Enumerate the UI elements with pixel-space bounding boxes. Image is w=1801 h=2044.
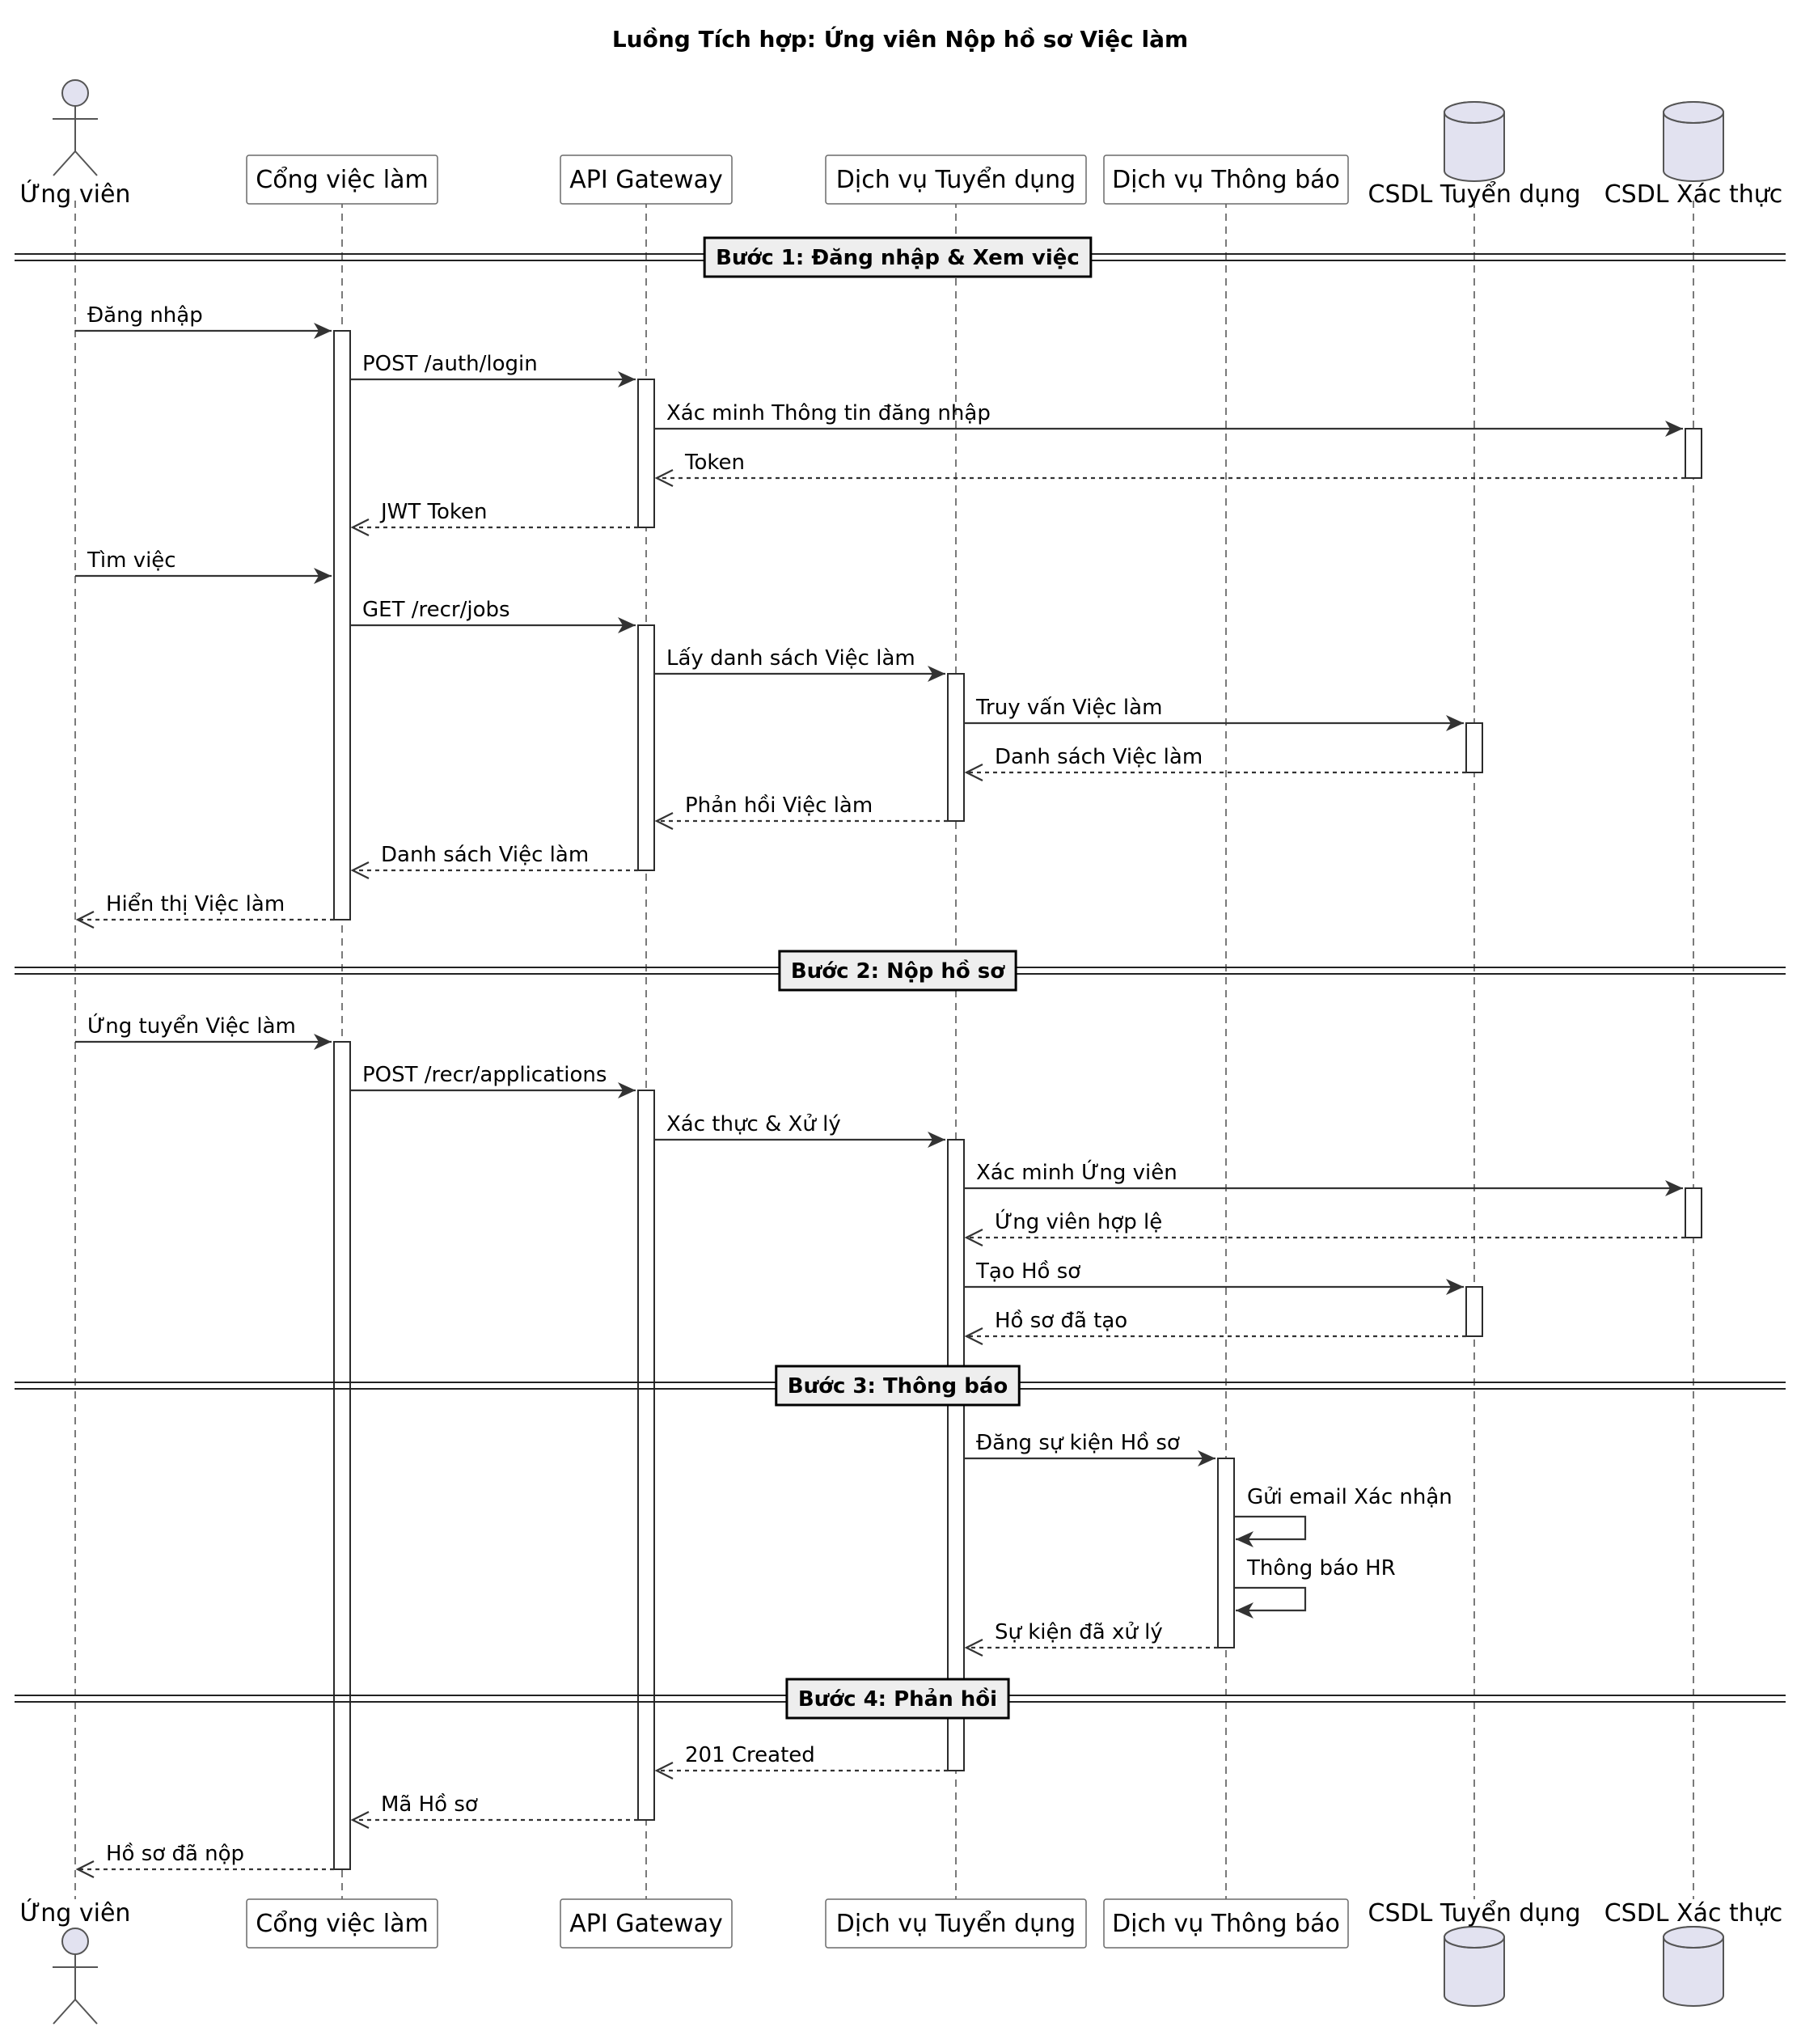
participant-header-gateway [560,155,732,204]
actor-leg-left [53,151,75,176]
message-label: Tìm việc [87,548,176,573]
participant-header-recruit_db [1368,102,1581,209]
message-label: Gửi email Xác nhận [1247,1485,1452,1509]
actor-head [62,80,88,106]
message-27 [966,1620,1218,1656]
lifelines [75,201,1693,1899]
message-label: Xác thực & Xử lý [666,1112,841,1136]
participant-header-recruit_svc [826,155,1086,204]
message-29 [657,1743,948,1779]
participant-label: Cổng việc làm [256,166,429,194]
participant-header-notify_svc [1104,155,1348,204]
message-label: GET /recr/jobs [362,598,510,622]
participant-header-portal [247,155,438,204]
message-19 [964,1159,1683,1196]
message-17 [350,1063,636,1098]
message-30 [353,1792,638,1828]
message-label: Đăng sự kiện Hồ sơ [976,1431,1180,1455]
messages [15,238,1786,1877]
activation-bar-recruit_svc [948,674,964,821]
phase-divider [15,1679,1786,1718]
participant-footer-notify_svc [1104,1899,1348,1948]
message-4 [654,401,1683,437]
phase-divider [15,1366,1786,1405]
divider-label: Bước 4: Phản hồi [797,1687,998,1712]
message-10 [964,696,1464,731]
message-24 [964,1431,1215,1466]
message-label: Xác minh Thông tin đăng nhập [666,401,991,425]
phase-divider [15,951,1786,990]
actor-head [62,1928,88,1954]
message-11 [966,745,1466,781]
message-label: Tạo Hồ sơ [976,1259,1081,1284]
participant-label: Dịch vụ Tuyển dụng [835,166,1076,194]
diagram-title: Luồng Tích hợp: Ứng viên Nộp hồ sơ Việc làm [611,26,1189,53]
activation-bar-recruit_db [1466,723,1482,772]
message-8 [350,598,636,633]
message-label: Token [685,451,745,475]
participant-label: Dịch vụ Thông báo [1112,166,1340,194]
actor-leg-left [53,2000,75,2024]
participant-label: CSDL Tuyển dụng [1368,1899,1581,1928]
message-label: Lấy danh sách Việc làm [666,646,915,671]
participant-footer-recruit_svc [826,1899,1086,1948]
message-7 [75,548,332,584]
message-16 [75,1013,332,1050]
message-label: 201 Created [685,1743,815,1767]
message-12 [657,793,948,829]
participant-label: API Gateway [569,166,723,194]
message-21 [964,1259,1464,1295]
participant-label: CSDL Tuyển dụng [1368,180,1581,209]
message-label: Hiển thị Việc làm [106,892,285,916]
phase-divider [15,238,1786,277]
message-label: Hồ sơ đã nộp [106,1842,245,1866]
activation-bar-gateway [638,625,654,870]
message-label: Sự kiện đã xử lý [995,1620,1163,1644]
message-5 [657,451,1685,486]
message-3 [350,352,636,387]
actor-leg-right [75,151,97,176]
message-label: Đăng nhập [87,303,203,328]
participant-label: Dịch vụ Tuyển dụng [835,1910,1076,1938]
message-label: Phản hồi Việc làm [685,793,873,818]
message-label: Danh sách Việc làm [381,843,590,867]
activation-bar-notify_svc [1218,1458,1234,1648]
activation-bar-portal [334,331,350,920]
message-25 [1234,1485,1452,1547]
participant-footer-auth_db [1604,1899,1783,2006]
message-label: JWT Token [381,500,488,524]
message-label: Mã Hồ sơ [381,1792,478,1817]
message-label: Thông báo HR [1247,1556,1396,1581]
participant-label: Cổng việc làm [256,1910,429,1938]
message-13 [353,843,638,878]
participant-footer-recruit_db [1368,1898,1581,2006]
participant-footer-portal [247,1899,438,1948]
message-26 [1234,1556,1396,1619]
message-2 [75,303,332,339]
activation-bar-auth_db [1685,1188,1702,1238]
participant-header-candidate [20,80,131,209]
participant-header-auth_db [1604,102,1783,209]
message-31 [78,1842,334,1877]
activation-bar-recruit_svc [948,1140,964,1771]
participant-label: CSDL Xác thực [1604,180,1783,209]
message-label: POST /recr/applications [362,1063,607,1087]
message-label: Ứng viên hợp lệ [995,1210,1163,1234]
activation-bar-portal [334,1042,350,1869]
message-label: Hồ sơ đã tạo [995,1309,1128,1333]
participant-label: Dịch vụ Thông báo [1112,1910,1340,1938]
participant-label: Ứng viên [19,180,131,209]
message-20 [966,1208,1685,1246]
message-label: Xác minh Ứng viên [976,1161,1177,1185]
activation-bar-gateway [638,1090,654,1820]
message-18 [654,1112,945,1148]
message-label: Danh sách Việc làm [995,745,1203,769]
message-label: POST /auth/login [362,352,538,376]
message-9 [654,646,945,682]
participant-label: API Gateway [569,1910,723,1938]
message-6 [353,500,638,535]
actor-leg-right [75,2000,97,2024]
activation-bar-recruit_db [1466,1287,1482,1336]
activation-bar-auth_db [1685,429,1702,478]
participant-footer-gateway [560,1899,732,1948]
divider-label: Bước 2: Nộp hồ sơ [790,959,1005,984]
message-14 [78,891,334,928]
participant-headers [20,80,1783,2024]
participant-footer-candidate [20,1898,131,2024]
participant-label: Ứng viên [19,1899,131,1928]
message-label: Ứng tuyển Việc làm [87,1014,296,1039]
participant-label: CSDL Xác thực [1604,1899,1783,1928]
divider-label: Bước 3: Thông báo [787,1374,1008,1399]
message-label: Truy vấn Việc làm [976,696,1163,720]
activation-bar-gateway [638,379,654,527]
divider-label: Bước 1: Đăng nhập & Xem việc [716,246,1080,270]
message-22 [966,1309,1466,1344]
